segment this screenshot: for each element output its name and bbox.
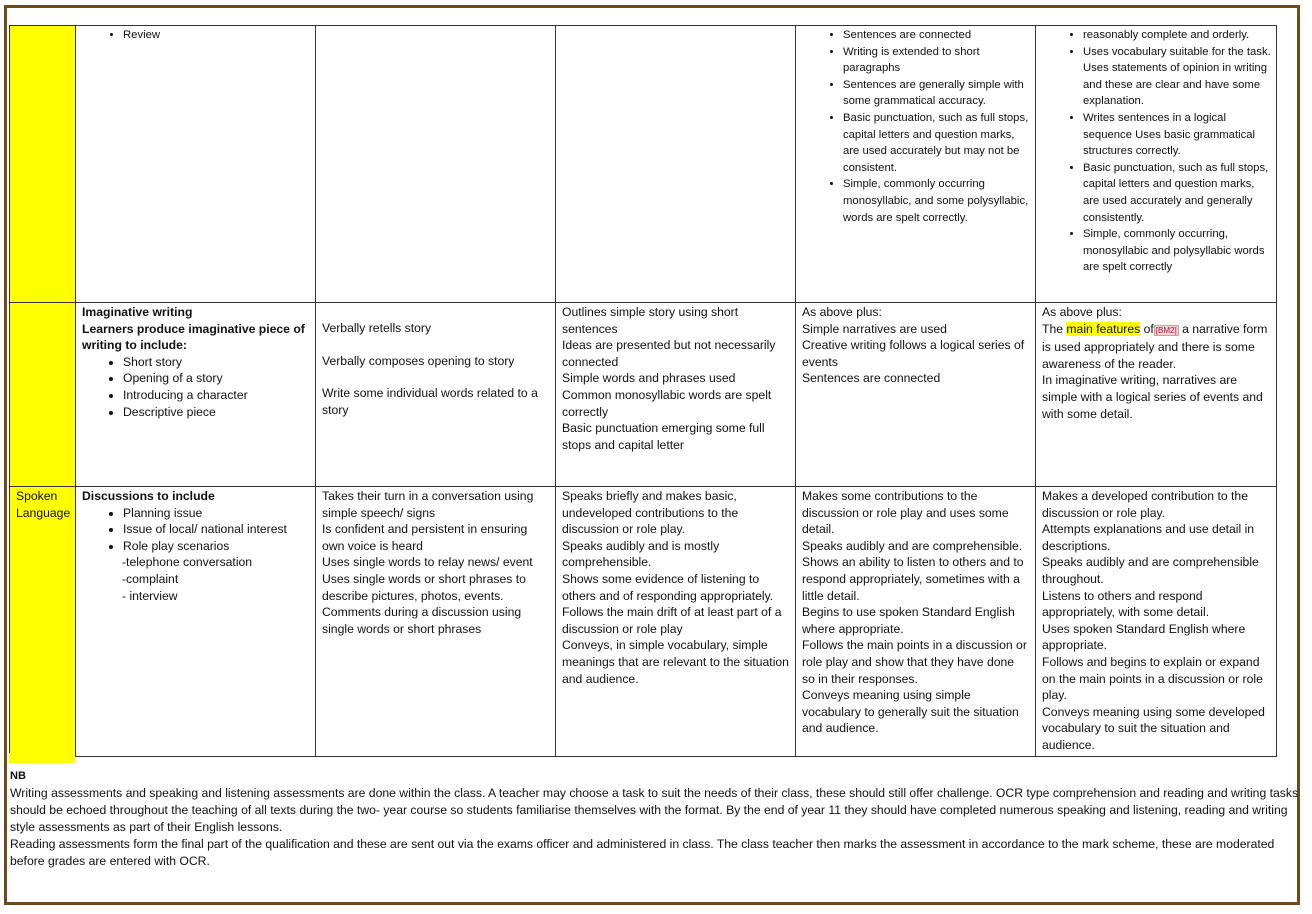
cell-text: Outlines simple story using short sentences [562, 305, 739, 336]
sub-item: -telephone conversation [122, 555, 253, 570]
list-item: • Writes sentences in a logical sequence Uses basic grammatical structures correctly. [1083, 110, 1271, 160]
list-item: • Introducing a character [123, 387, 310, 404]
cell-text: Speaks briefly and makes basic, undeveloped contributions to the discussion or role play. [562, 489, 739, 537]
row2-list [82, 354, 310, 420]
sub-item: - interview [122, 588, 178, 603]
cell-text: Conveys, in simple vocabulary, simple meanings that are relevant to the situation and audience. [562, 638, 789, 686]
text-run: The [1042, 321, 1067, 336]
text-run: a narrative form is used appropriately and there is some awareness of the reader. [1042, 321, 1268, 371]
row2-col5 [1036, 303, 1277, 487]
row2-subheading: Learners produce imaginative piece of writing to include: [82, 321, 305, 353]
table-row [10, 26, 1277, 303]
list-item: • Uses vocabulary suitable for the task. Uses statements of opinion in writing and these are clear and have some explanation. [1083, 44, 1271, 110]
list-item: • Planning issue [123, 505, 310, 522]
highlighted-text: main features [1066, 321, 1141, 336]
cell-text: Sentences are connected [802, 371, 941, 386]
cell-text: Speaks audibly and is mostly comprehensible. [562, 538, 720, 570]
list-item: • Descriptive piece [123, 404, 310, 421]
cell-text: Common monosyllabic words are spelt correctly [562, 387, 772, 419]
cell-text: Simple narratives are used [802, 321, 947, 336]
cell-text: Listens to others and respond appropriately, with some detail. [1042, 588, 1210, 620]
cell-text: Begins to use spoken Standard English where appropriate. [802, 605, 1015, 636]
strand-cell [10, 26, 76, 303]
list-item: • reasonably complete and orderly. [1083, 27, 1271, 44]
cell-text: Conveys meaning using some developed vocabulary to suit the situation and audience. [1042, 704, 1265, 752]
row2-col2 [316, 303, 556, 487]
list-item: • Basic punctuation, such as full stops, capital letters and question marks, are used accurately and generally consistently. [1083, 160, 1271, 226]
notes-title: NB [10, 770, 26, 782]
row1-col1 [76, 26, 316, 303]
comment-marker[interactable]: [BM2] [1155, 325, 1177, 335]
row3-heading: Discussions to include [82, 489, 215, 503]
cell-text: Attempts explanations and use detail in descriptions. [1042, 522, 1255, 553]
row1-col5 [1036, 26, 1277, 303]
list-item: • Role play scenarios [123, 538, 310, 555]
notes-section [10, 768, 1302, 870]
cell-text: Speaks audibly and are comprehensible throughout. [1042, 555, 1259, 586]
cell-text: Comments during a discussion using single words or short phrases [322, 605, 522, 636]
cell-text: Basic punctuation emerging some full stops and capital letter [562, 421, 765, 452]
list-item: • Short story [123, 354, 310, 371]
row1-col3 [556, 26, 796, 303]
row1-col1-list [82, 27, 310, 44]
list-item: • Sentences are generally simple with some grammatical accuracy. [843, 77, 1030, 110]
cell-text: Follows and begins to explain or expand on the main points in a discussion or role play. [1042, 654, 1263, 703]
cell-text: As above plus: [802, 305, 882, 319]
row2-col4 [796, 303, 1036, 487]
text-run: of [1143, 321, 1154, 336]
cell-text: Ideas are presented but not necessarily connected [562, 338, 776, 369]
cell-text: Uses spoken Standard English where appropriate. [1042, 621, 1246, 653]
assessment-table [9, 25, 1277, 757]
list-item: • Simple, commonly occurring, monosyllabic and polysyllabic words are spelt correctly [1083, 226, 1271, 276]
cell-text: Uses single words to relay news/ event [322, 555, 533, 570]
cell-text: As above plus: [1042, 305, 1122, 319]
row3-col3 [556, 487, 796, 757]
notes-paragraph: Reading assessments form the final part of the qualification and these are sent out via the exams officer and administered in class. The class teacher then marks the assessment in accordance to the mark scheme, these are moderated before grades are entered with OCR. [10, 837, 1275, 868]
cell-text: Shows an ability to listen to others and to respond appropriately, sometimes with a little detail. [802, 555, 1024, 603]
cell-text: Takes their turn in a conversation using simple speech/ signs [322, 489, 534, 520]
list-item: • Issue of local/ national interest [123, 521, 310, 538]
cell-text: Speaks audibly and are comprehensible. [802, 538, 1023, 553]
cell-text: Follows the main points in a discussion or role play and show that they have done so in their responses. [802, 638, 1027, 686]
list-item: • Opening of a story [123, 370, 310, 387]
row3-col1 [76, 487, 316, 757]
table-row [10, 303, 1277, 487]
list-item: • Simple, commonly occurring monosyllabic, and some polysyllabic, words are spelt correctly. [843, 176, 1030, 226]
list-item: • Sentences are connected [843, 27, 1030, 44]
cell-text: Verbally composes opening to story [322, 353, 515, 368]
row3-col4 [796, 487, 1036, 757]
row1-col4 [796, 26, 1036, 303]
strand-cell [10, 487, 76, 757]
row1-col4-list [802, 27, 1030, 226]
cell-text: In imaginative writing, narratives are simple with a logical series of events and with some detail. [1042, 373, 1263, 421]
sub-item: -complaint [122, 571, 179, 586]
cell-text [1042, 321, 1271, 373]
row2-col3 [556, 303, 796, 487]
list-item: • Writing is extended to short paragraphs [843, 44, 1030, 77]
row2-col1 [76, 303, 316, 487]
row2-heading: Imaginative writing [82, 305, 193, 319]
cell-text: Uses single words or short phrases to describe pictures, photos, events. [322, 571, 526, 603]
row3-col2 [316, 487, 556, 757]
table-row [10, 487, 1277, 757]
cell-text: Is confident and persistent in ensuring own voice is heard [322, 522, 528, 553]
strand-highlight-tail [9, 753, 75, 763]
cell-text: Creative writing follows a logical series of events [802, 338, 1025, 369]
row3-col5 [1036, 487, 1277, 757]
row3-list [82, 505, 310, 555]
list-item: • Basic punctuation, such as full stops, capital letters and question marks, are used accurately but may not be consistent. [843, 110, 1030, 176]
cell-text: Shows some evidence of listening to others and of responding appropriately. [562, 571, 774, 603]
row1-col5-list [1042, 27, 1271, 276]
cell-text: Verbally retells story [322, 321, 432, 335]
cell-text: Makes a developed contribution to the discussion or role play. [1042, 489, 1248, 520]
cell-text: Follows the main drift of at least part of a discussion or role play [562, 605, 782, 636]
list-item: • Review [123, 27, 310, 44]
notes-paragraph: Writing assessments and speaking and listening assessments are done within the class. A teacher may choose a task to suit the needs of their class, these should still offer challenge. OCR type comprehension and reading and writing tasks should be echoed throughout the teaching of all texts during the two- year course so students familiarise themselves with the format. By the end of year 11 they should have completed numerous speaking and listening, reading and writing style assessments as part of their English lessons. [10, 786, 1299, 834]
cell-text: Makes some contributions to the discussion or role play and uses some detail. [802, 489, 1009, 537]
cell-text: Conveys meaning using simple vocabulary to generally suit the situation and audience. [802, 688, 1019, 736]
cell-text: Write some individual words related to a story [322, 386, 538, 417]
strand-label: Spoken Language [16, 489, 71, 520]
strand-cell [10, 303, 76, 487]
row1-col2 [316, 26, 556, 303]
cell-text: Simple words and phrases used [562, 371, 736, 386]
